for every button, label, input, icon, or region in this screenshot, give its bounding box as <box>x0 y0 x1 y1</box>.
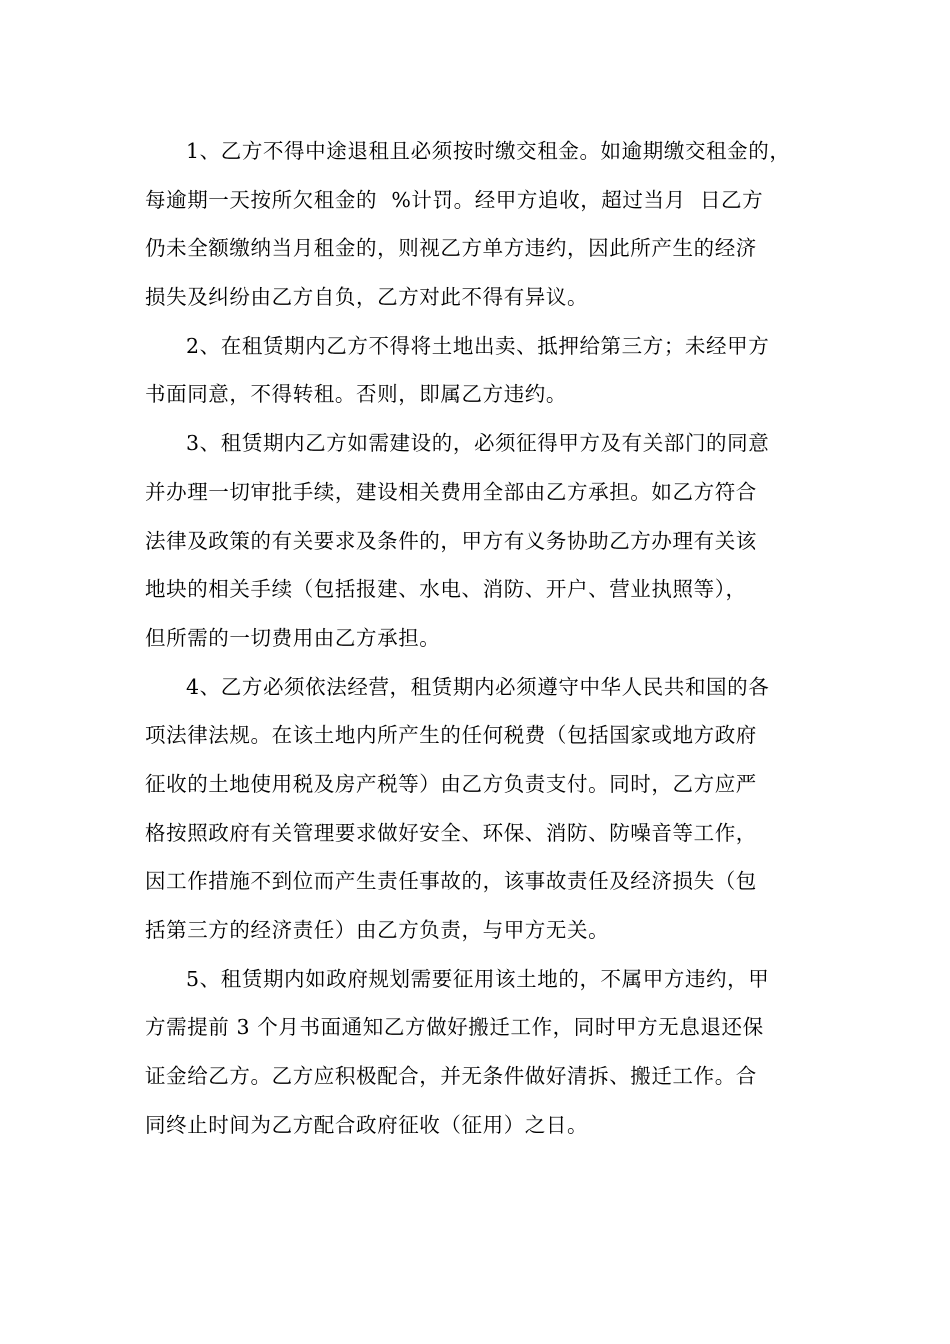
clause-4-line-3: 征收的土地使用税及房产税等）由乙方负责支付。同时，乙方应严 <box>145 771 757 796</box>
clause-3-line-3: 法律及政策的有关要求及条件的，甲方有义务协助乙方办理有关该 <box>145 528 757 553</box>
clause-4-line-5: 因工作措施不到位而产生责任事故的，该事故责任及经济损失（包 <box>145 869 757 894</box>
clause-2-line-1: 2、在租赁期内乙方不得将土地出卖、抵押给第三方；未经甲方 <box>186 333 770 358</box>
clause-5-line-1: 5、租赁期内如政府规划需要征用该土地的，不属甲方违约，甲 <box>186 966 770 991</box>
clause-4-line-1: 4、乙方必须依法经营，租赁期内必须遵守中华人民共和国的各 <box>186 674 770 699</box>
clause-5-line-4: 同终止时间为乙方配合政府征收（征用）之日。 <box>145 1112 589 1137</box>
clause-3-line-2: 并办理一切审批手续，建设相关费用全部由乙方承担。如乙方符合 <box>145 479 757 504</box>
clause-2 <box>145 322 809 419</box>
clause-1 <box>145 127 809 322</box>
clause-5-line-2: 方需提前 3 个月书面通知乙方做好搬迁工作，同时甲方无息退还保 <box>145 1015 764 1040</box>
clause-3-line-4: 地块的相关手续（包括报建、水电、消防、开户、营业执照等）， <box>145 577 747 602</box>
clause-5-line-3: 证金给乙方。乙方应积极配合，并无条件做好清拆、搬迁工作。合 <box>145 1064 757 1089</box>
document-body <box>145 127 809 1149</box>
clause-4-line-2: 项法律法规。在该土地内所产生的任何税费（包括国家或地方政府 <box>145 723 757 748</box>
clause-3-line-5: 但所需的一切费用由乙方承担。 <box>145 625 441 650</box>
clause-4 <box>145 663 809 955</box>
clause-1-line-2: 每逾期一天按所欠租金的 %计罚。经甲方追收，超过当月 日乙方 <box>145 187 764 212</box>
clause-3-line-1: 3、租赁期内乙方如需建设的，必须征得甲方及有关部门的同意 <box>186 431 770 456</box>
clause-1-line-4: 损失及纠纷由乙方自负，乙方对此不得有异议。 <box>145 285 589 310</box>
clause-1-line-3: 仍未全额缴纳当月租金的，则视乙方单方违约，因此所产生的经济 <box>145 236 757 261</box>
clause-1-line-1: 1、乙方不得中途退租且必须按时缴交租金。如逾期缴交租金的， <box>186 139 791 163</box>
clause-4-line-6: 括第三方的经济责任）由乙方负责，与甲方无关。 <box>145 918 610 942</box>
clause-2-line-2: 书面同意，不得转租。否则，即属乙方违约。 <box>145 382 567 407</box>
clause-5 <box>145 955 809 1150</box>
clause-4-line-4: 格按照政府有关管理要求做好安全、环保、消防、防噪音等工作， <box>145 820 757 845</box>
clause-3 <box>145 419 809 662</box>
